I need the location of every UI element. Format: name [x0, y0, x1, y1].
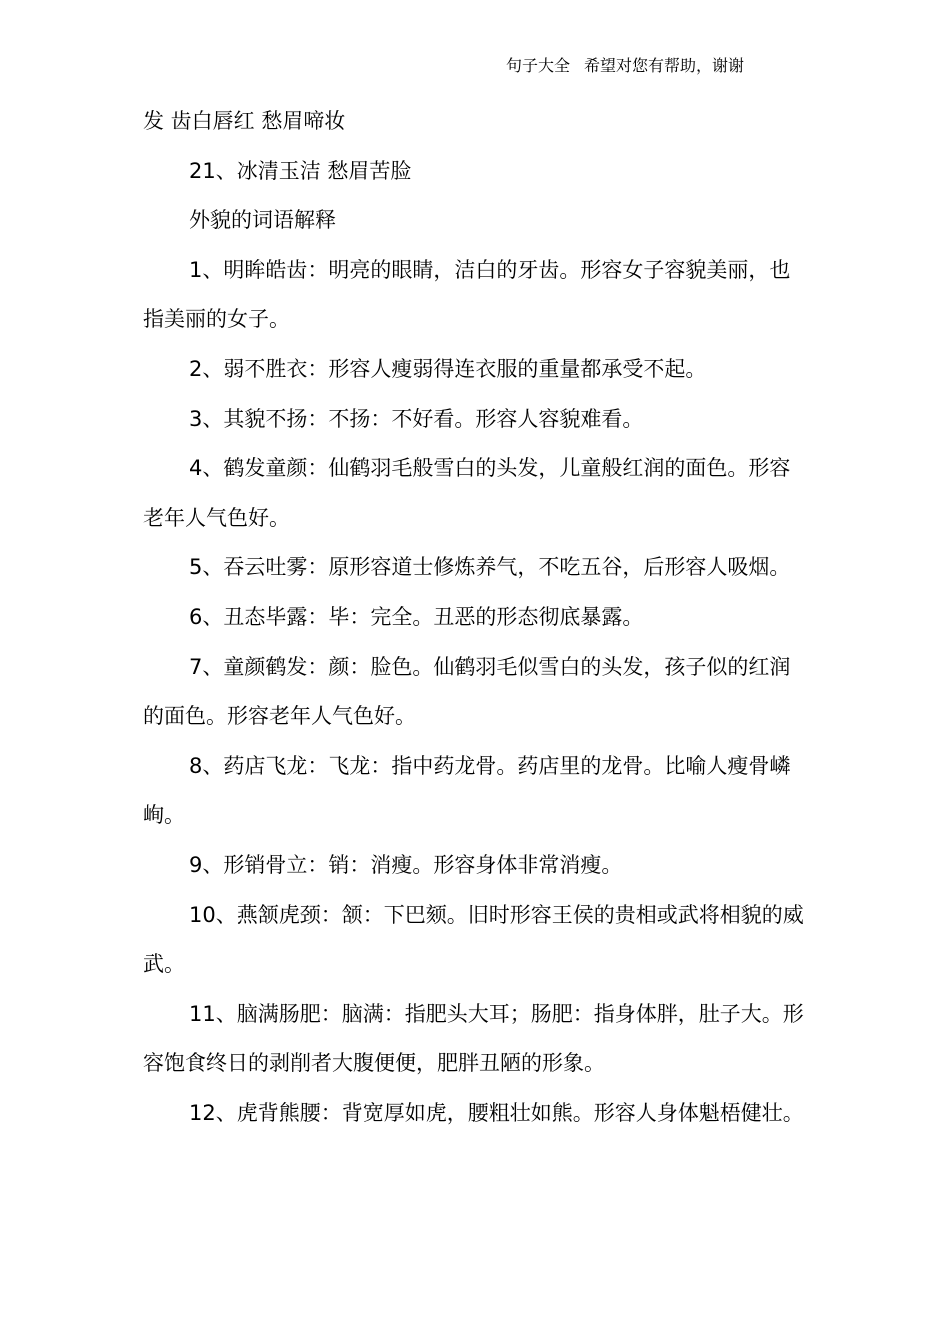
paragraph-continued: 发 齿白唇红 愁眉啼妆: [143, 109, 346, 133]
paragraph-item-9: 9、形销骨立：销：消瘦。形容身体非常消瘦。: [189, 852, 623, 877]
paragraph-item-5: 5、吞云吐雾：原形容道士修炼养气，不吃五谷，后形容人吸烟。: [189, 555, 791, 580]
paragraph-item-12: 12、虎背熊腰：背宽厚如虎，腰粗壮如熊。形容人身体魁梧健壮。: [189, 1100, 804, 1125]
paragraph-item-21: 21、冰清玉洁 愁眉苦脸: [189, 158, 412, 183]
paragraph-item-7: 7、童颜鹤发：颜：脸色。仙鹤羽毛似雪白的头发，孩子似的红润的面色。形容老年人气色好。: [143, 654, 791, 729]
paragraph-item-11: 11、脑满肠肥：脑满：指肥头大耳；肠肥：指身体胖，肚子大。形容饱食终日的剥削者大腹便便，肥胖丑陋的形象。: [143, 1001, 804, 1076]
paragraph-item-6: 6、丑态毕露：毕：完全。丑恶的形态彻底暴露。: [189, 604, 644, 629]
paragraph-item-1: 1、明眸皓齿：明亮的眼睛，洁白的牙齿。形容女子容貌美丽，也指美丽的女子。: [143, 257, 791, 332]
paragraph-item-10: 10、燕颔虎颈：颔：下巴颏。旧时形容王侯的贵相或武将相貌的威武。: [143, 902, 804, 977]
paragraph-item-2: 2、弱不胜衣：形容人瘦弱得连衣服的重量都承受不起。: [189, 356, 707, 381]
paragraph-item-8: 8、药店飞龙：飞龙：指中药龙骨。药店里的龙骨。比喻人瘦骨嶙峋。: [143, 753, 791, 828]
page-header: [506, 54, 744, 78]
paragraph-item-4: 4、鹤发童颜：仙鹤羽毛般雪白的头发，儿童般红润的面色。形容老年人气色好。: [143, 456, 791, 530]
paragraph-item-3: 3、其貌不扬：不扬：不好看。形容人容貌难看。: [189, 406, 644, 431]
document-body: [143, 97, 811, 1138]
header-title: 句子大全: [506, 56, 571, 75]
section-heading: 外貌的词语解释: [189, 208, 336, 233]
header-subtitle: 希望对您有帮助，谢谢: [584, 56, 745, 75]
